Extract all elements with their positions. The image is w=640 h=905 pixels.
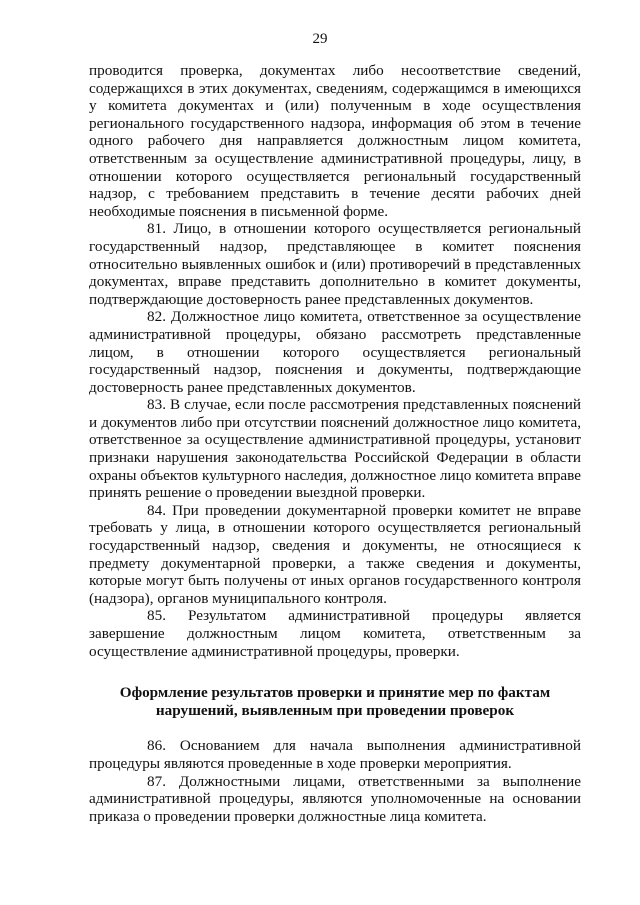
- paragraph-83: 83. В случае, если после рассмотрения представленных пояснений и документов либо при отсутствии пояснений должностное лицо комитета, ответственное за осуществление административной процедуры, установит признаки нарушения законодательства Российской Федерации в области охраны объектов культурного наследия, должностное лицо комитета вправе принять решение о проведении выездной проверки.: [89, 396, 581, 502]
- section-heading-line-2: нарушений, выявленным при проведении проверок: [155, 701, 515, 719]
- document-body: [89, 62, 581, 825]
- paragraph-81: 81. Лицо, в отношении которого осуществляется региональный государственный надзор, представляющее в комитет пояснения относительно выявленных ошибок и (или) противоречий в представленных документах, вправе представить дополнительно в комитет документы, подтверждающие достоверность ранее представленных документов.: [89, 220, 581, 308]
- paragraph-continuation: проводится проверка, документах либо несоответствие сведений, содержащихся в этих документах, сведениям, содержащимся в имеющихся у комитета документах и (или) полученным в ходе осуществления регионального государственного надзора, информация об этом в течение одного рабочего дня направляется должностным лицом комитета, ответственным за осуществление административной процедуры, лицу, в отношении которого осуществляется региональный государственный надзор, с требованием представить в течение десяти рабочих дней необходимые пояснения в письменной форме.: [89, 62, 581, 220]
- paragraph-82: 82. Должностное лицо комитета, ответственное за осуществление административной процедуры, обязано рассмотреть представленные лицом, в отношении которого осуществляется региональный государственный надзор, пояснения и документы, подтверждающие достоверность ранее представленных документов.: [89, 308, 581, 396]
- paragraph-86: 86. Основанием для начала выполнения административной процедуры являются проведенные в ходе проверки мероприятия.: [89, 737, 581, 772]
- paragraph-87: 87. Должностными лицами, ответственными за выполнение административной процедуры, являются уполномоченные на основании приказа о проведении проверки должностные лица комитета.: [89, 772, 581, 825]
- page-number: 29: [312, 31, 328, 47]
- paragraph-85: 85. Результатом административной процедуры является завершение должностным лицом комитета, ответственным за осуществление административной процедуры, проверки.: [89, 607, 581, 660]
- section-heading: [89, 684, 581, 719]
- section-heading-line-1: Оформление результатов проверки и принятие мер по фактам: [119, 684, 551, 702]
- paragraph-84: 84. При проведении документарной проверки комитет не вправе требовать у лица, в отношении которого осуществляется региональный государственный надзор, сведения и документы, не относящиеся к предмету документарной проверки, а также сведения и документы, которые могут быть получены от иных органов государственного контроля (надзора), органов муниципального контроля.: [89, 501, 581, 607]
